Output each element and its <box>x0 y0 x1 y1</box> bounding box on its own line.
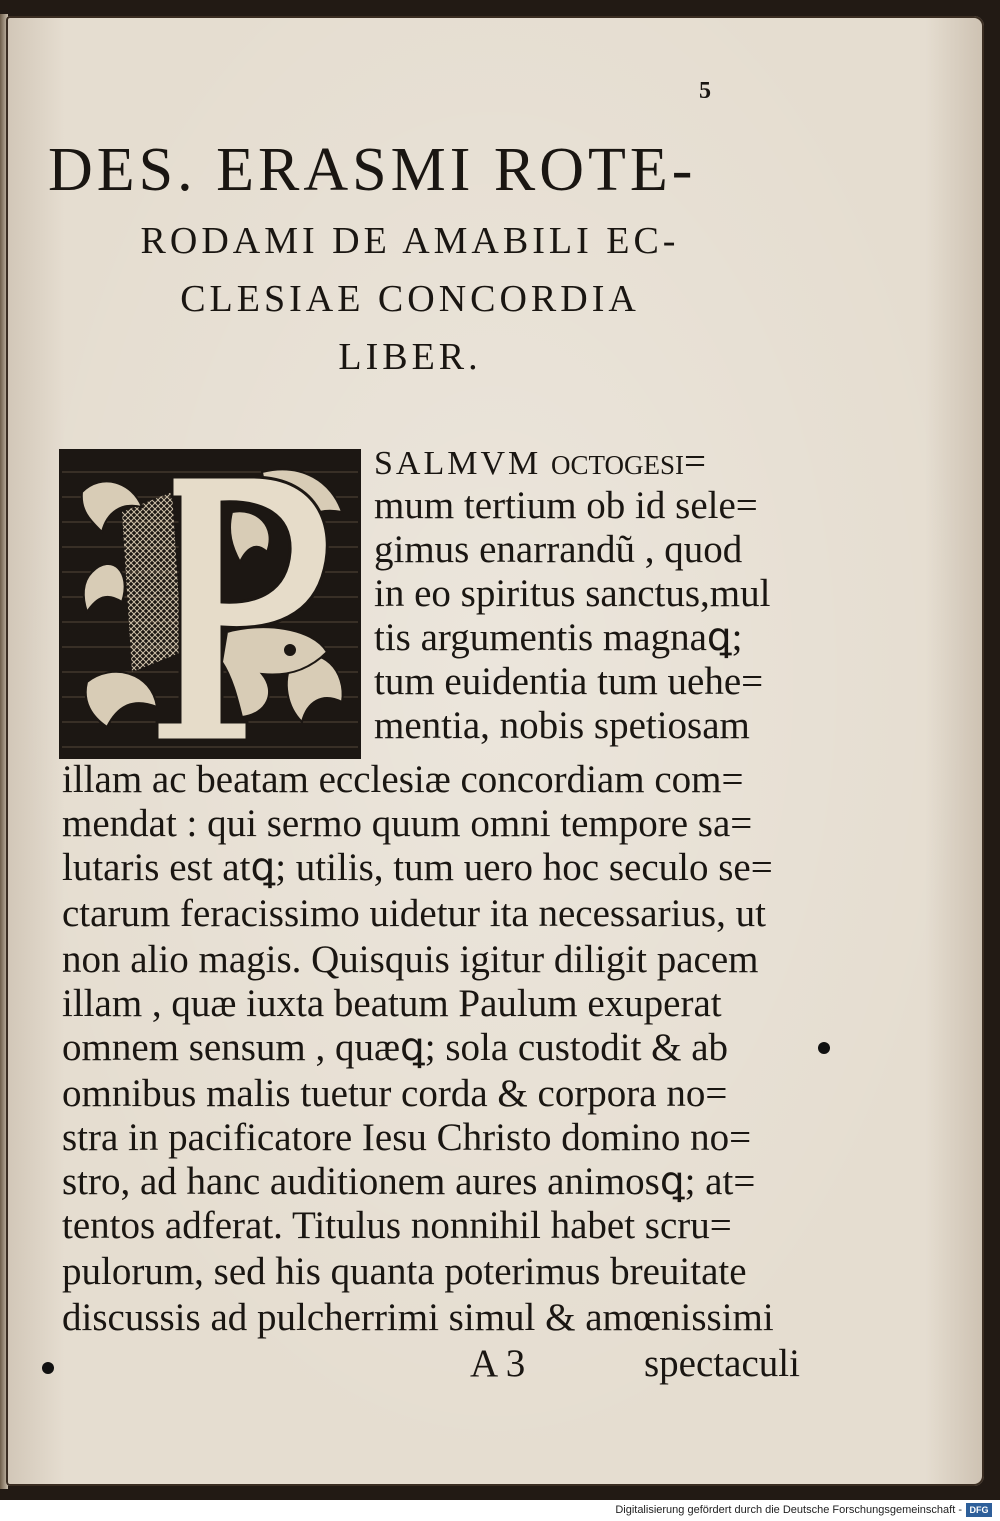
text-line-18: tentos adferat. Titulus nonnihil habet scru= <box>62 1204 732 1247</box>
text-line-5: tis argumentis magnaꝗ; <box>374 616 743 659</box>
title-line-1: DES. ERASMI ROTE- <box>48 136 697 204</box>
text-line-12: non alio magis. Quisquis igitur diligit pacem <box>62 938 759 981</box>
text-line-7: mentia, nobis spetiosam <box>374 704 750 747</box>
text-line-6: tum euidentia tum uehe= <box>374 660 764 703</box>
decorated-initial-letter <box>62 452 358 756</box>
text-line-9: mendat : qui sermo quum omni tempore sa= <box>62 802 753 845</box>
text-line-11: ctarum feracissimo uidetur ita necessarius, ut <box>62 892 766 935</box>
text-line-15: omnibus malis tuetur corda & corpora no= <box>62 1072 728 1115</box>
text-line-16: stra in pacificatore Iesu Christo domino no= <box>62 1116 752 1159</box>
decorated-initial-svg <box>62 452 358 756</box>
first-word: SALMVM <box>374 445 542 482</box>
funding-credit: Digitalisierung gefördert durch die Deutsche Forschungsgemeinschaft - <box>615 1504 962 1516</box>
text-line-1-rest: octogesi= <box>551 440 707 483</box>
text-line-2: mum tertium ob id sele= <box>374 484 758 527</box>
title-line-4: LIBER. <box>338 336 482 378</box>
title-line-2: RODAMI DE AMABILI EC- <box>140 220 680 262</box>
text-line-3: gimus enarrandũ , quod <box>374 528 743 571</box>
text-line-1 <box>374 440 706 486</box>
text-line-8: illam ac beatam ecclesiæ concordiam com= <box>62 758 744 801</box>
text-line-19: pulorum, sed his quanta poterimus breuitate <box>62 1250 747 1293</box>
title-line-3: CLESIAE CONCORDIA <box>180 278 640 320</box>
catchword: spectaculi <box>644 1342 800 1385</box>
ink-speck <box>818 1042 830 1054</box>
text-line-10: lutaris est atꝗ; utilis, tum uero hoc seculo se= <box>62 846 773 889</box>
signature-mark: A 3 <box>470 1342 526 1385</box>
ink-speck <box>42 1362 54 1374</box>
text-line-4: in eo spiritus sanctus,mul <box>374 572 771 615</box>
page-title <box>40 128 780 386</box>
text-line-14: omnem sensum , quæꝗ; sola custodit & ab <box>62 1026 729 1069</box>
dfg-logo-icon: DFG <box>966 1503 992 1517</box>
text-line-17: stro, ad hanc auditionem aures animosꝗ; at= <box>62 1160 756 1203</box>
text-line-20: discussis ad pulcherrimi simul & amœnissimi <box>62 1296 774 1339</box>
text-line-13: illam , quæ iuxta beatum Paulum exuperat <box>62 982 722 1025</box>
folio-number: 5 <box>699 78 711 104</box>
